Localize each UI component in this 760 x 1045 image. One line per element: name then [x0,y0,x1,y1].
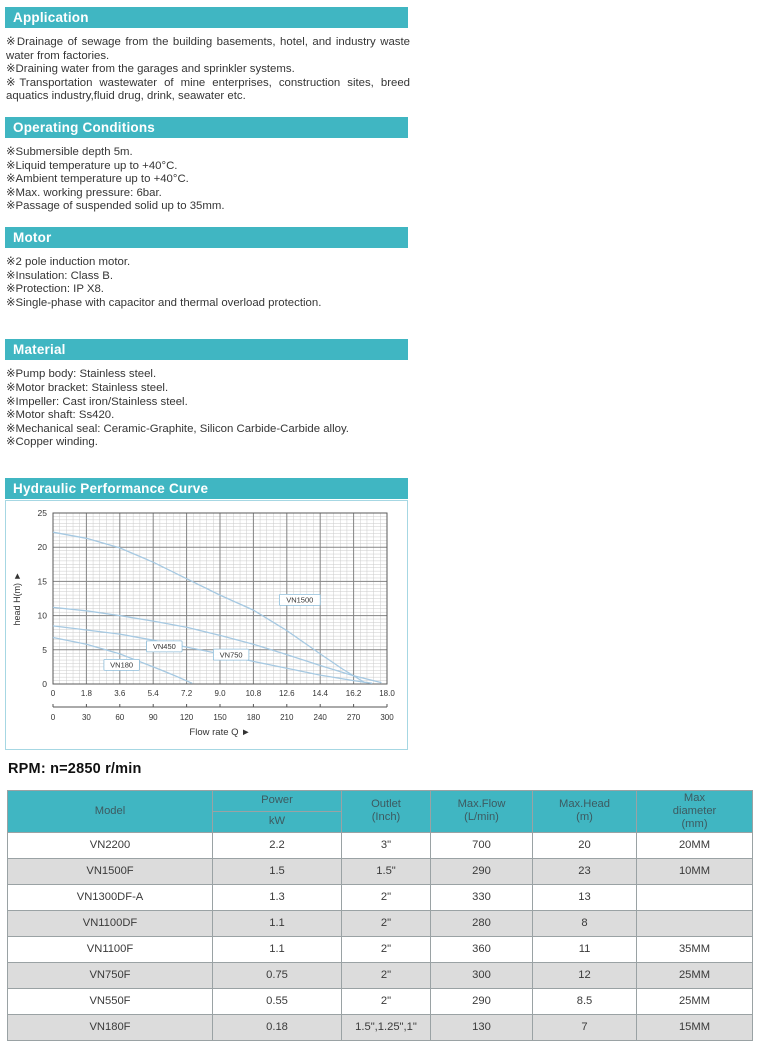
bullet-item: ※Max. working pressure: 6bar. [6,186,162,199]
cell-model: VN1500F [8,858,213,884]
cell-maxdiameter: 35MM [637,936,753,962]
table-row [8,832,753,858]
cell-power: 1.1 [213,936,342,962]
col-header-maxdiameter-label2: diameter [672,804,717,817]
bullet-item: ※Transportation wastewater of mine enterprises, construction sites, breed aquatics industry,fluid drug, drink, seawater etc. [6,76,410,103]
bullet-item: ※Drainage of sewage from the building basements, hotel, and industry waste water from factories. [6,36,410,62]
cell-maxdiameter: 20MM [637,832,753,858]
cell-maxhead: 20 [533,832,637,858]
cell-power: 1.3 [213,884,342,910]
col-header-maxflow [431,790,533,832]
col-header-outlet [342,790,431,832]
cell-maxdiameter: 10MM [637,858,753,884]
bullet-item: ※2 pole induction motor. [6,255,131,268]
y-tick-label: 15 [37,576,47,587]
y-tick-label: 5 [42,644,47,655]
bullet-item: ※Passage of suspended solid up to 35mm. [6,200,225,213]
col-header-power: Power [213,790,342,811]
col-header-power-unit: kW [213,811,342,832]
curve-label-text: VN1500 [286,595,314,605]
cell-maxflow: 330 [431,884,533,910]
x-tick-label-primary: 10.8 [245,688,262,698]
x-tick-label-primary: 16.2 [345,688,362,698]
col-header-outlet-unit: (Inch) [371,811,401,824]
bullet-item: ※Single-phase with capacitor and thermal overload protection. [6,296,322,309]
curve-label-VN180 [104,659,139,670]
cell-model: VN2200 [8,832,213,858]
x-tick-label-secondary: 300 [380,712,394,722]
cell-model: VN1100DF [8,910,213,936]
cell-maxdiameter: 25MM [637,988,753,1014]
bullet-item: ※Motor shaft: Ss420. [6,409,115,422]
section-title-operating-conditions: Operating Conditions [5,117,408,138]
curve-label-VN750 [213,649,249,660]
x-tick-label-primary: 14.4 [312,688,328,698]
cell-outlet: 2" [342,988,431,1014]
cell-model: VN180F [8,1014,213,1040]
cell-maxflow: 290 [431,988,533,1014]
x-tick-label-primary: 3.6 [114,688,126,698]
col-header-maxdiameter-unit: (mm) [681,817,708,830]
section-title-hydraulic-performance-curve: Hydraulic Performance Curve [5,478,408,499]
cell-model: VN550F [8,988,213,1014]
cell-outlet: 2" [342,884,431,910]
cell-model: VN1100F [8,936,213,962]
curve-label-text: VN750 [219,650,243,660]
x-tick-label-primary: 1.8 [80,688,92,698]
col-header-outlet-label: Outlet [371,798,401,811]
col-header-maxdiameter [637,790,753,832]
col-header-maxhead-label: Max.Head [559,798,610,811]
x-tick-label-primary: 7.2 [181,688,193,698]
table-row [8,936,753,962]
col-header-maxhead-unit: (m) [576,811,593,824]
cell-power: 1.1 [213,910,342,936]
col-header-maxflow-label: Max.Flow [457,798,506,811]
table-row [8,1014,753,1040]
cell-maxdiameter: 25MM [637,962,753,988]
curve-label-text: VN450 [152,642,176,652]
cell-power: 0.75 [213,962,342,988]
curve-label-text: VN180 [110,660,134,670]
bullet-item: ※Protection: IP X8. [6,283,104,296]
bullet-item: ※Draining water from the garages and sprinkler systems. [6,63,295,76]
table-row [8,962,753,988]
section-title-motor: Motor [5,227,408,248]
table-row [8,910,753,936]
col-header-maxdiameter-label1: Max [683,791,706,804]
cell-maxhead: 12 [533,962,637,988]
cell-outlet: 1.5",1.25",1" [342,1014,431,1040]
bullet-item: ※Mechanical seal: Ceramic-Graphite, Silicon Carbide-Carbide alloy. [6,422,349,435]
cell-model: VN750F [8,962,213,988]
col-header-maxflow-unit: (L/min) [464,811,499,824]
cell-outlet: 2" [342,962,431,988]
bullet-item: ※Impeller: Cast iron/Stainless steel. [6,395,188,408]
cell-maxflow: 700 [431,832,533,858]
cell-maxflow: 360 [431,936,533,962]
x-axis-title: Flow rate Q ► [189,726,251,738]
table-row [8,858,753,884]
performance-chart-container [5,500,408,750]
x-tick-label-primary: 12.6 [279,688,295,698]
spec-table-header [8,790,753,832]
cell-maxdiameter [637,910,753,936]
curve-VN450 [53,626,372,683]
cell-outlet: 2" [342,910,431,936]
x-tick-label-secondary: 240 [313,712,327,722]
x-tick-label-secondary: 150 [213,712,227,722]
x-tick-label-secondary: 180 [246,712,261,722]
col-header-maxhead [533,790,637,832]
x-tick-label-primary: 9.0 [214,688,226,698]
cell-maxdiameter [637,884,753,910]
cell-power: 2.2 [213,832,342,858]
y-tick-label: 25 [37,507,47,518]
y-tick-label: 20 [37,542,47,553]
bullet-item: ※Motor bracket: Stainless steel. [6,381,169,394]
x-tick-label-secondary: 60 [115,712,125,722]
cell-maxhead: 8 [533,910,637,936]
table-row [8,884,753,910]
cell-maxhead: 7 [533,1014,637,1040]
curve-label-VN450 [147,641,183,652]
cell-maxflow: 130 [431,1014,533,1040]
spec-table [7,790,753,1041]
x-tick-label-secondary: 90 [148,712,158,722]
cell-maxhead: 8.5 [533,988,637,1014]
y-axis [38,508,48,689]
cell-maxflow: 290 [431,858,533,884]
x-tick-label-primary: 5.4 [147,688,159,698]
bullet-item: ※Submersible depth 5m. [6,145,133,158]
x-tick-label-primary: 18.0 [379,688,395,698]
x-axis-secondary [51,704,394,722]
cell-maxdiameter: 15MM [637,1014,753,1040]
chart-root [12,508,395,738]
y-axis-title: head H(m) ► [12,571,22,626]
cell-maxflow: 300 [431,962,533,988]
curves [53,532,381,683]
cell-model: VN1300DF-A [8,884,213,910]
col-header-model: Model [8,790,213,832]
section-body-material [6,368,410,450]
cell-outlet: 3" [342,832,431,858]
x-tick-label-secondary: 0 [50,712,56,722]
section-body-motor [6,256,410,310]
cell-maxhead: 23 [533,858,637,884]
x-tick-label-secondary: 270 [346,712,361,722]
cell-power: 1.5 [213,858,342,884]
section-body-application [6,36,410,104]
x-tick-label-primary: 0 [50,688,56,698]
cell-power: 0.55 [213,988,342,1014]
y-tick-label: 0 [42,678,47,689]
bullet-item: ※Ambient temperature up to +40°C. [6,173,189,186]
curve-VN750 [53,607,381,682]
cell-maxflow: 280 [431,910,533,936]
cell-maxhead: 13 [533,884,637,910]
cell-outlet: 1.5" [342,858,431,884]
bullet-item: ※Liquid temperature up to +40°C. [6,159,178,172]
bullet-item: ※Insulation: Class B. [6,269,114,282]
x-tick-label-secondary: 30 [81,712,91,722]
section-body-operating-conditions [6,146,410,214]
curve-label-VN1500 [279,594,320,605]
bullet-item: ※Copper winding. [6,436,98,449]
x-axis-primary [51,689,396,698]
section-title-application: Application [5,7,408,28]
cell-maxhead: 11 [533,936,637,962]
cell-outlet: 2" [342,936,431,962]
table-row [8,988,753,1014]
rpm-note: RPM: n=2850 r/min [8,760,142,777]
bullet-item: ※Pump body: Stainless steel. [6,368,157,381]
x-tick-label-secondary: 120 [179,712,194,722]
cell-power: 0.18 [213,1014,342,1040]
section-title-material: Material [5,339,408,360]
y-tick-label: 10 [37,610,47,621]
performance-chart-svg [6,501,407,749]
x-tick-label-secondary: 210 [280,712,294,722]
